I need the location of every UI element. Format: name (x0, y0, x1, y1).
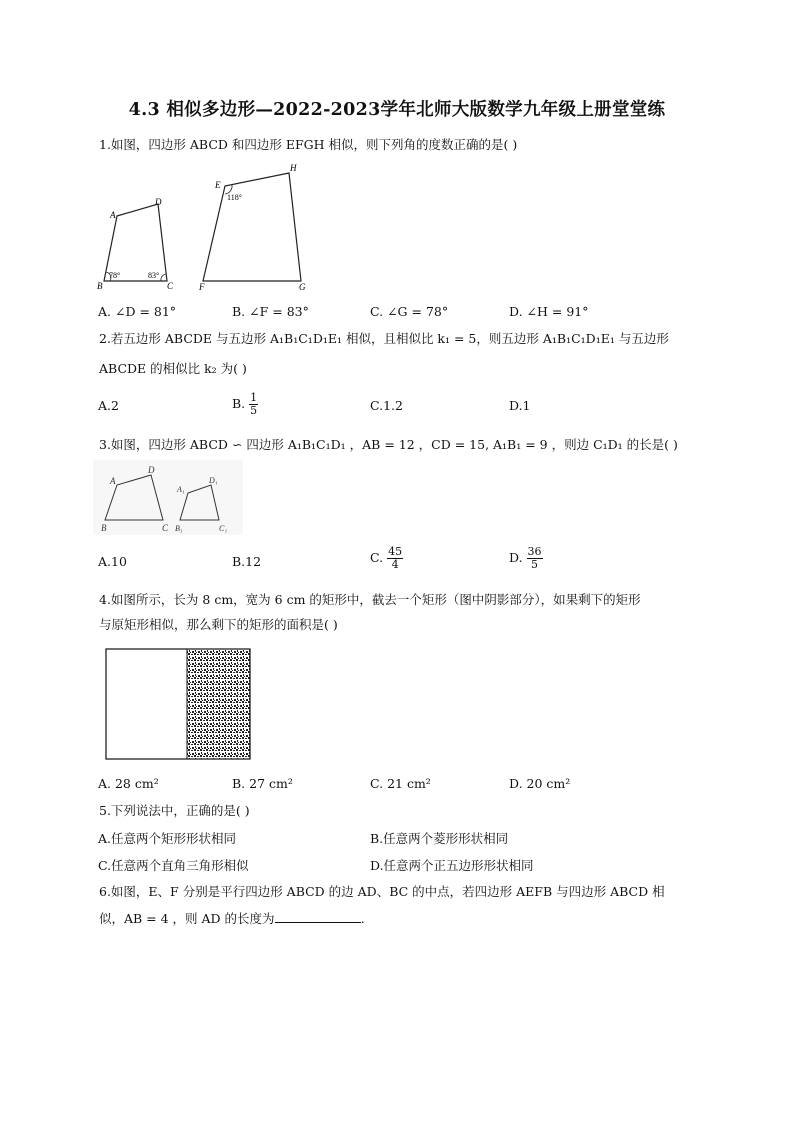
page-title: 4.3 相似多边形—2022-2023学年北师大版数学九年级上册堂堂练 (128, 100, 666, 120)
q3-option-c-denominator: 4 (391, 558, 399, 571)
q1-stem: 1.如图，四边形 ABCD 和四边形 EFGH 相似，则下列角的度数正确的是( ) (99, 137, 518, 152)
label-f: F (199, 282, 205, 292)
q3-label-a: A (110, 476, 116, 486)
q6-stem-line2-text: 似，AB = 4 ，则 AD 的长度为 (99, 911, 275, 926)
q3-option-d-prefix: D. (509, 550, 523, 565)
q4-option-a: A. 28 cm² (98, 776, 159, 791)
q6-stem-line2-end: . (360, 911, 365, 926)
label-d: D (155, 197, 162, 207)
label-b: B (97, 281, 103, 291)
angle-c-label: 83° (148, 271, 160, 280)
q6-stem-line1: 6.如图，E、F 分别是平行四边形 ABCD 的边 AD、BC 的中点，若四边形 AEFB 与四边形 ABCD 相 (99, 884, 665, 899)
q2-option-b (232, 392, 258, 417)
q5-stem: 5.下列说法中，正确的是( ) (99, 803, 250, 818)
q3-option-c-prefix: C. (370, 550, 384, 565)
label-a: A (110, 210, 116, 220)
q5-option-b: B.任意两个菱形形状相同 (370, 831, 509, 846)
shaded-rectangle (187, 649, 250, 759)
q4-stem-line2: 与原矩形相似，那么剩下的矩形的面积是( ) (99, 617, 338, 632)
q6-stem-line2 (99, 910, 365, 928)
q3-label-d1: D₁ (209, 476, 218, 485)
q1-figure (95, 158, 325, 298)
q3-option-d-denominator: 5 (531, 558, 539, 571)
q2-option-d: D.1 (509, 398, 531, 413)
q3-option-d-fraction (527, 546, 543, 571)
q1-option-a: A. ∠D = 81° (98, 304, 177, 319)
q2-option-b-numerator: 1 (250, 391, 258, 404)
q2-option-a: A.2 (98, 398, 119, 413)
q3-option-a: A.10 (98, 554, 127, 569)
q3-label-b: B (101, 523, 107, 533)
q4-option-c: C. 21 cm² (370, 776, 431, 791)
q1-option-c: C. ∠G = 78° (370, 304, 449, 319)
q1-option-d: D. ∠H = 91° (509, 304, 589, 319)
q5-option-c: C.任意两个直角三角形相似 (98, 858, 249, 873)
q2-option-b-prefix: B. (232, 396, 246, 411)
q3-label-d: D (148, 465, 155, 475)
q3-option-d-numerator: 36 (527, 545, 542, 558)
q3-option-c-fraction (387, 546, 403, 571)
label-g: G (299, 282, 306, 292)
q3-option-c-numerator: 45 (388, 545, 403, 558)
q2-option-b-denominator: 5 (250, 404, 258, 417)
q3-label-b1: B₁ (175, 524, 183, 533)
q3-label-c1: C₁ (219, 524, 228, 533)
angle-e-label: 118° (227, 193, 242, 202)
q4-figure (104, 647, 254, 763)
q2-stem-line2: ABCDE 的相似比 k₂ 为( ) (99, 361, 247, 376)
q3-figure (93, 460, 243, 535)
q2-option-c: C.1.2 (370, 398, 403, 413)
q3-label-c: C (162, 523, 169, 533)
q3-stem: 3.如图，四边形 ABCD ∽ 四边形 A₁B₁C₁D₁ ，AB = 12 ，CD = 15, A₁B₁ = 9 ，则边 C₁D₁ 的长是( ) (99, 437, 678, 452)
q2-stem-line1: 2.若五边形 ABCDE 与五边形 A₁B₁C₁D₁E₁ 相似，且相似比 k₁ = 5，则五边形 A₁B₁C₁D₁E₁ 与五边形 (99, 331, 669, 346)
angle-b-label: 78° (109, 271, 121, 280)
q3-label-a1: A₁ (177, 485, 185, 494)
answer-blank[interactable] (275, 910, 361, 923)
label-h: H (290, 163, 297, 173)
q4-option-d: D. 20 cm² (509, 776, 571, 791)
q5-option-a: A.任意两个矩形形状相同 (98, 831, 237, 846)
q2-option-b-fraction (249, 392, 258, 417)
q3-option-d (509, 546, 543, 571)
label-c: C (167, 281, 174, 291)
q3-option-b: B.12 (232, 554, 262, 569)
label-e: E (215, 180, 221, 190)
q5-option-d: D.任意两个正五边形形状相同 (370, 858, 534, 873)
q4-option-b: B. 27 cm² (232, 776, 293, 791)
q1-option-b: B. ∠F = 83° (232, 304, 309, 319)
q4-stem-line1: 4.如图所示，长为 8 cm，宽为 6 cm 的矩形中，截去一个矩形（图中阴影部分），如果剩下的矩形 (99, 592, 641, 607)
q3-option-c (370, 546, 403, 571)
